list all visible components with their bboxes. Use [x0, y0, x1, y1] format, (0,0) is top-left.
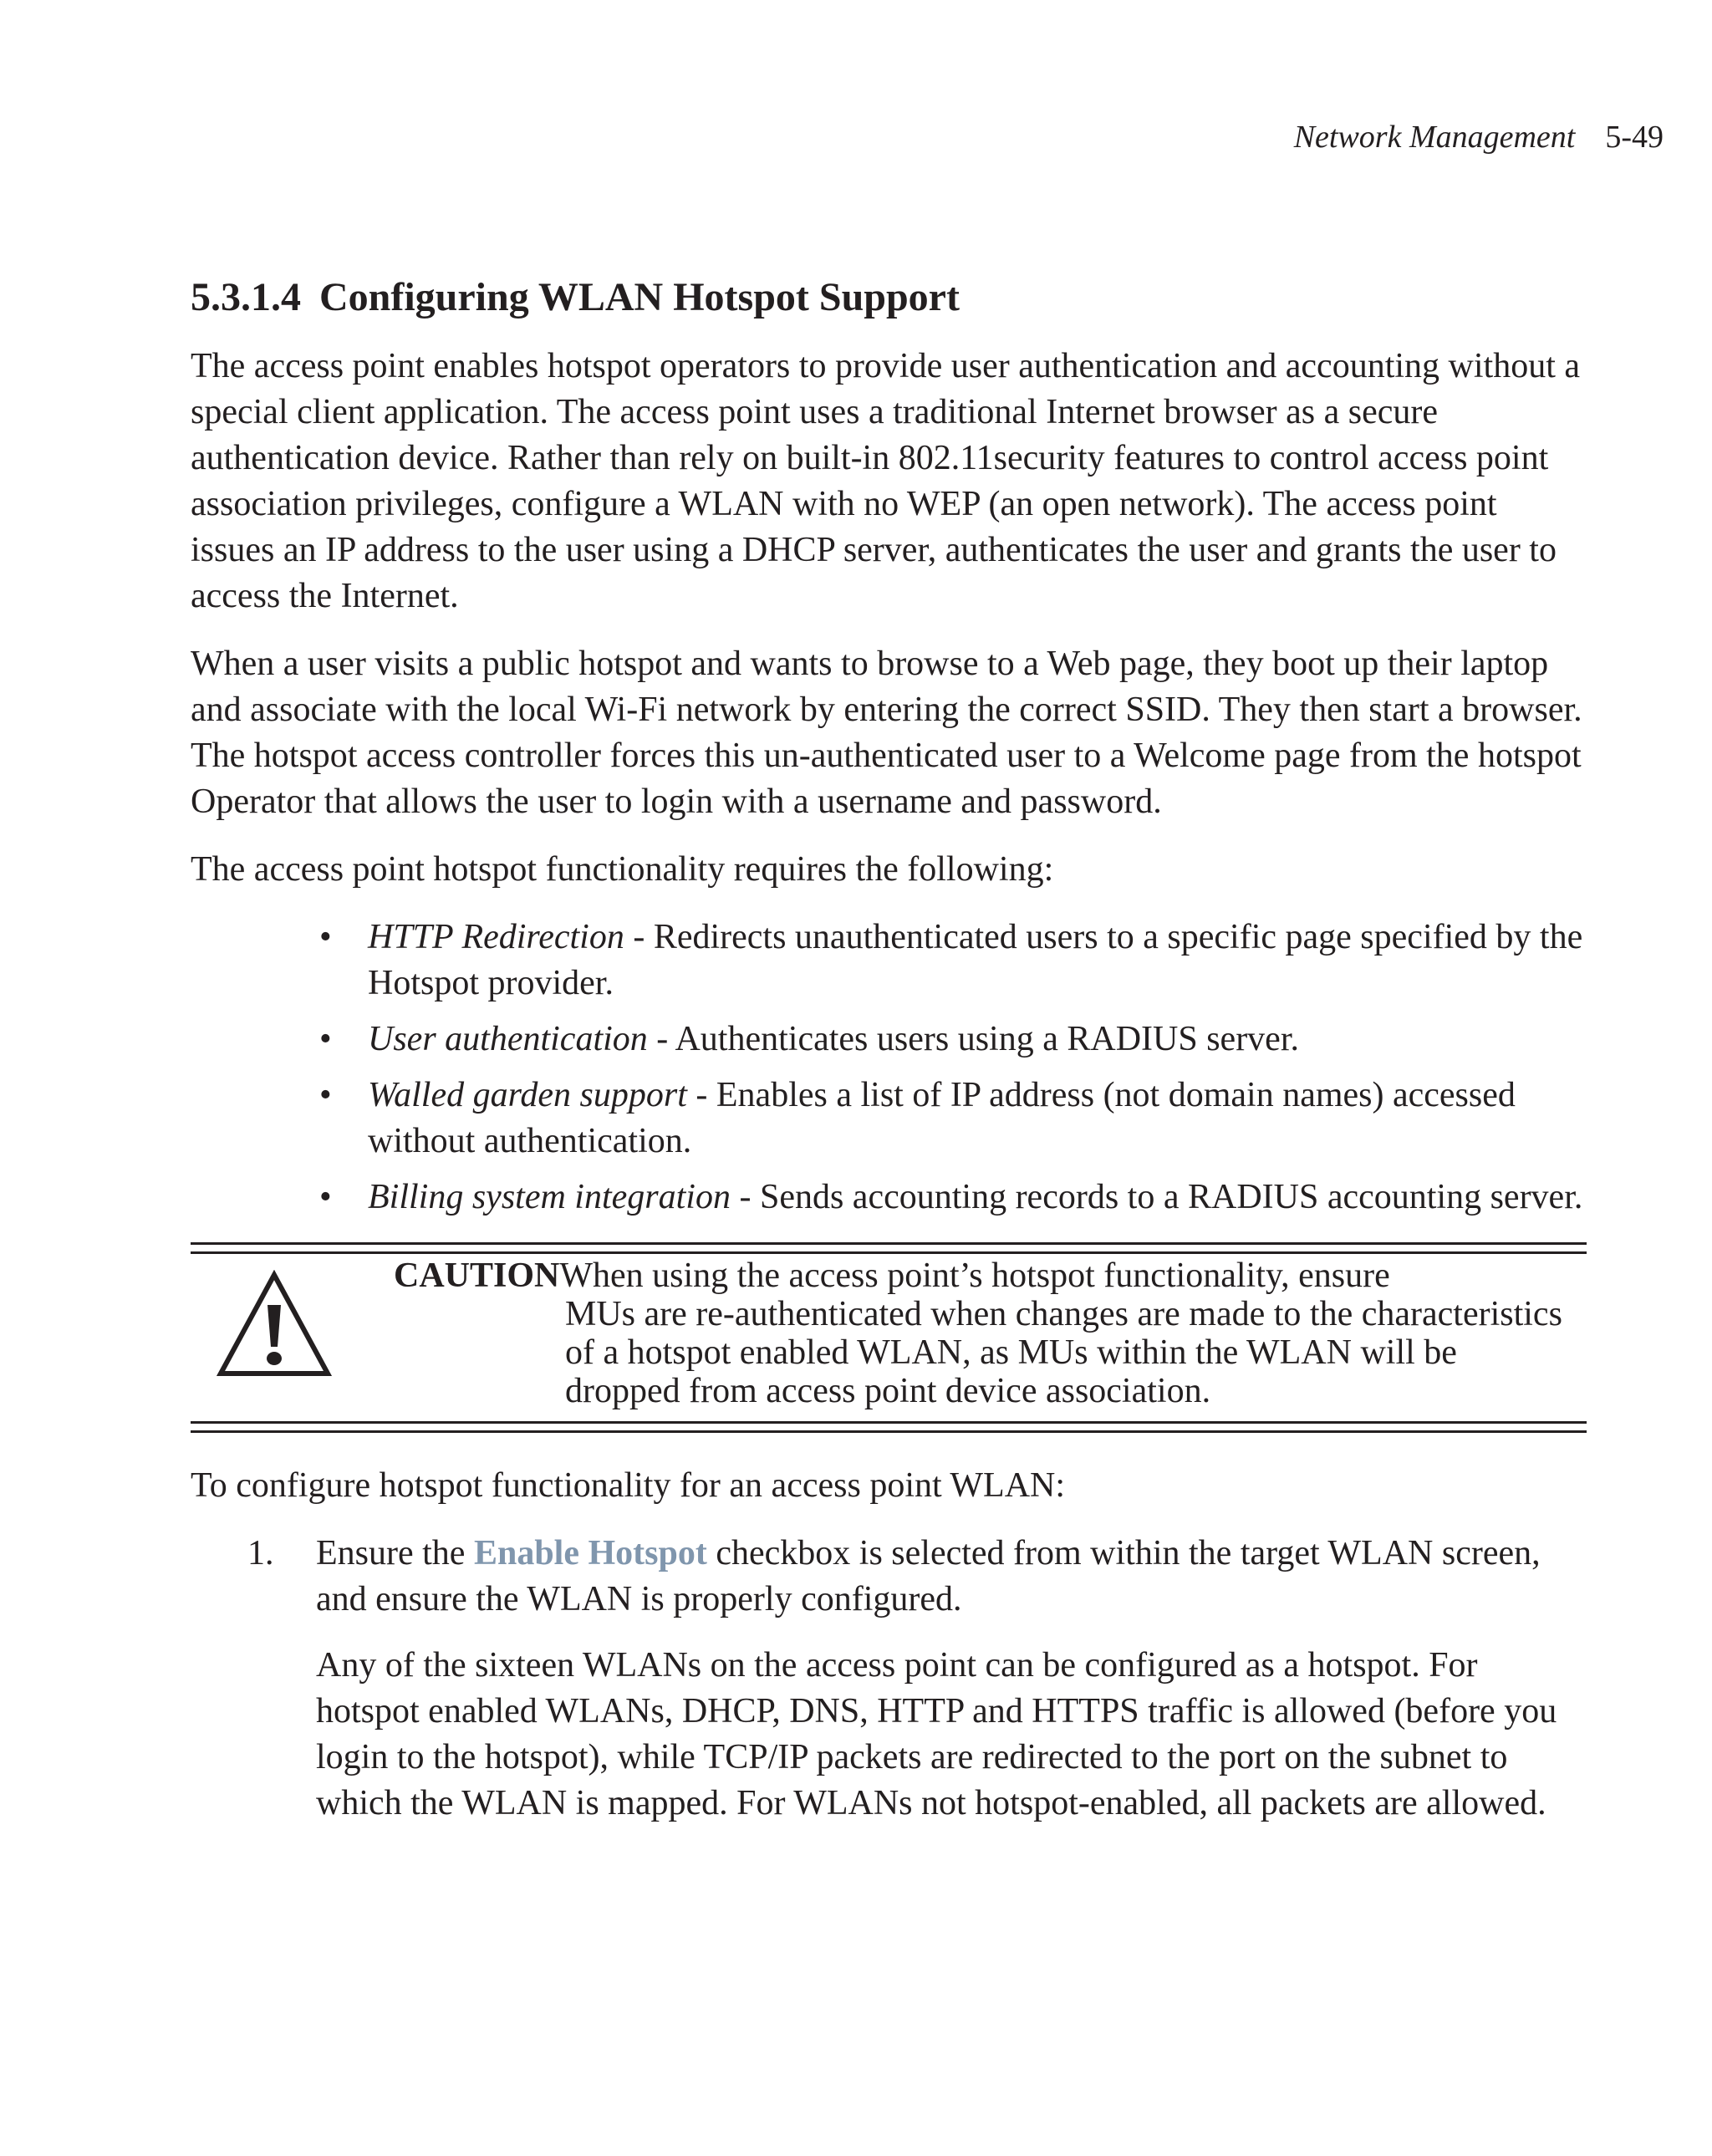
warning-triangle-icon [216, 1270, 333, 1379]
enable-hotspot-label: Enable Hotspot [473, 1534, 707, 1572]
list-item-desc: - Sends accounting records to a RADIUS accounting server. [730, 1178, 1583, 1216]
list-item-desc: - Enables a list of IP address (not domain names) accessed without authentication. [368, 1076, 1516, 1160]
caution-text [394, 1256, 1564, 1410]
requirements-list [191, 915, 1587, 1221]
bullet-icon: • [319, 1076, 332, 1114]
list-item [319, 1073, 1587, 1165]
user-flow-paragraph: When a user visits a public hotspot and wants to browse to a Web page, they boot up their laptop and associate with the local Wi-Fi network by entering the correct SSID. They then start a browser. The hotspot access controller forces this un-authenticated user to a Welcome page from the hotspot Operator that allows the user to login with a username and password. [191, 645, 1582, 821]
bullet-icon: • [319, 1178, 332, 1216]
list-item-desc: - Authenticates users using a RADIUS server. [647, 1020, 1299, 1058]
list-item [319, 1175, 1587, 1221]
list-item [319, 915, 1587, 1007]
list-item-term: Walled garden support [368, 1076, 687, 1114]
requirements-lead: The access point hotspot functionality requires the following: [191, 850, 1054, 889]
section-number: 5.3.1.4 [191, 275, 301, 319]
procedure-steps [191, 1531, 1587, 1827]
section-heading [191, 272, 1587, 324]
list-item-term: HTTP Redirection [368, 918, 624, 956]
caution-first-line: When using the access point’s hotspot functionality, ensure [559, 1256, 1390, 1295]
list-item-term: User authentication [368, 1020, 648, 1058]
running-header [1294, 117, 1664, 157]
list-item [319, 1017, 1587, 1063]
intro-paragraph: The access point enables hotspot operators to provide user authentication and accounting without a special client application. The access point uses a traditional Internet browser as a secure authentication device. Rather than rely on built-in 802.11security features to control access point association privileges, configure a WLAN with no WEP (an open network). The access point issues an IP address to the user using a DHCP server, authenticates the user and grants the user to access the Internet. [191, 347, 1581, 615]
steps-intro: To configure hotspot functionality for an access point WLAN: [191, 1466, 1066, 1505]
caution-box [191, 1242, 1587, 1433]
page-content [191, 272, 1587, 1847]
step-number: 1. [247, 1534, 274, 1572]
bullet-icon: • [319, 918, 332, 956]
header-section-title: Network Management [1293, 120, 1576, 155]
header-page-number: 5-49 [1605, 120, 1664, 155]
caution-label: CAUTION [394, 1256, 560, 1295]
step-text-after: checkbox is selected from within the target WLAN screen, and ensure the WLAN is properly configured. [316, 1534, 1541, 1618]
section-title: Configuring WLAN Hotspot Support [319, 275, 960, 319]
step-text-before: Ensure the [316, 1534, 474, 1572]
step-item [247, 1531, 1587, 1827]
list-item-desc: - Redirects unauthenticated users to a specific page specified by the Hotspot provider. [368, 918, 1583, 1002]
step-note: Any of the sixteen WLANs on the access point can be configured as a hotspot. For hotspot enabled WLANs, DHCP, DNS, HTTP and HTTPS traffic is allowed (before you login to the hotspot), while TCP/IP packets are redirected to the port on the subnet to which the WLAN is mapped. For WLANs not hotspot-enabled, all packets are allowed. [316, 1646, 1557, 1822]
bullet-icon: • [319, 1020, 332, 1058]
list-item-term: Billing system integration [368, 1178, 731, 1216]
step-instruction [316, 1531, 1587, 1623]
caution-body: MUs are re-authenticated when changes are made to the characteristics of a hotspot enabled WLAN, as MUs within the WLAN will be dropped from access point device association. [565, 1295, 1562, 1410]
